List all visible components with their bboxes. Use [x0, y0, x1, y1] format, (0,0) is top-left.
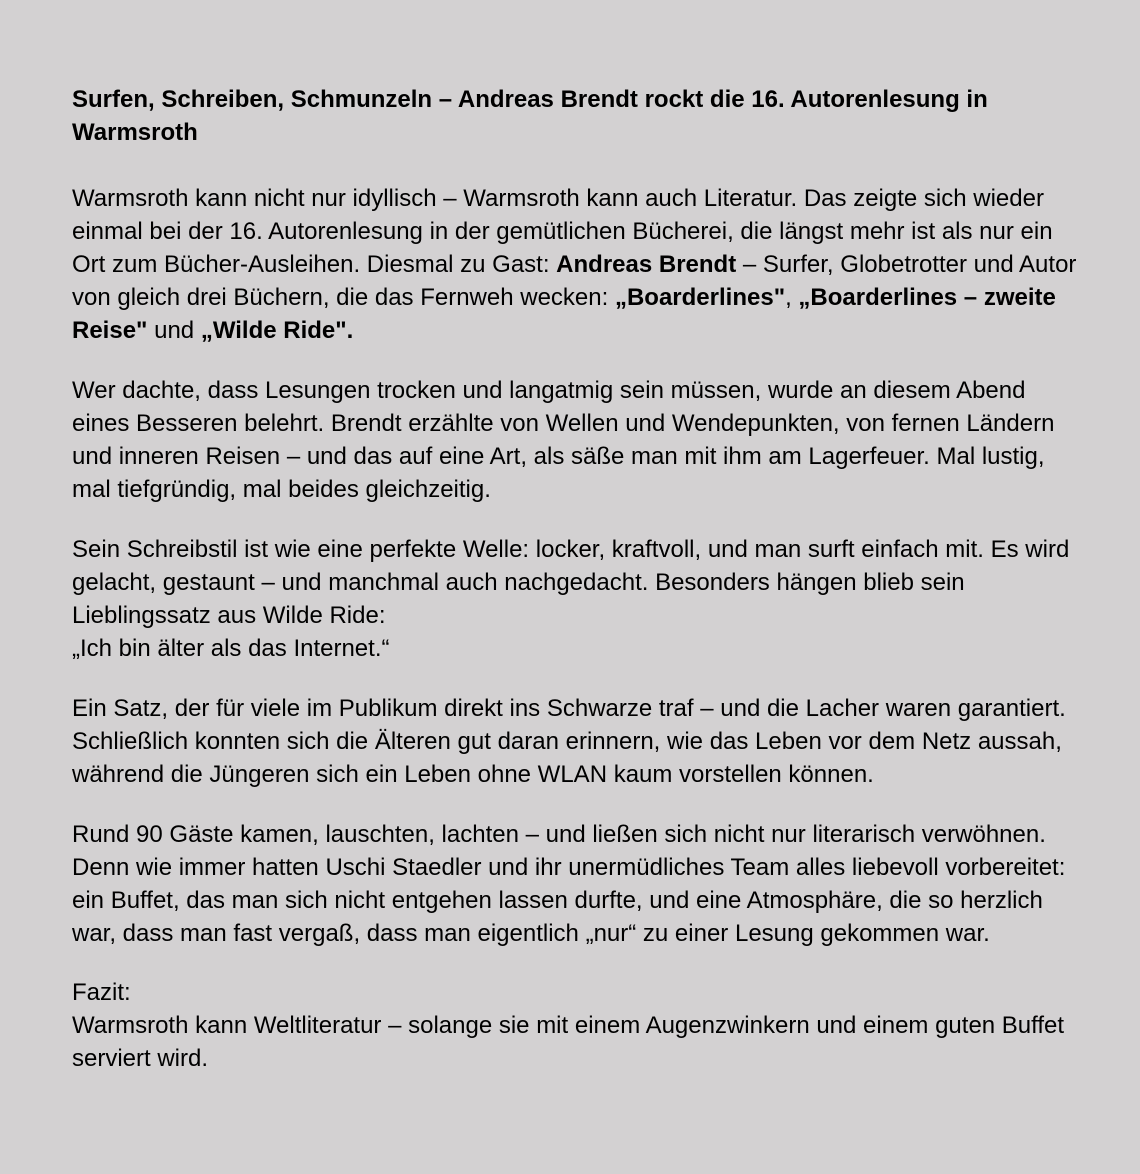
conclusion-label: Fazit: — [72, 979, 131, 1006]
paragraph-audience: Ein Satz, der für viele im Publikum direkt ins Schwarze traf – und die Lacher waren garantiert. Schließlich konnten sich die Älteren gut daran erinnern, wie das Leben vor dem Netz aussah, während die Jüngeren sich ein Leben ohne WLAN kaum vorstellen können. — [72, 695, 1066, 788]
paragraph-style — [72, 533, 1082, 665]
paragraph-intro — [72, 182, 1082, 347]
author-description: – Surfer, Globetrotter und Autor von gleich drei Büchern, die das Fernweh wecken: — [72, 251, 1077, 311]
style-text: Sein Schreibstil ist wie eine perfekte Welle: locker, kraftvoll, und man surft einfach mit. Es wird gelacht, gestaunt – und manchmal auch nachgedacht. Besonders hängen blieb sein Lieblingssatz aus Wilde Ride: — [72, 536, 1070, 629]
intro-text: Warmsroth kann nicht nur idyllisch – Warmsroth kann auch Literatur. Das zeigte sich wieder einmal bei der 16. Autorenlesung in der gemütlichen Bücherei, die längst mehr ist als nur ein Ort zum Bücher-Ausleihen. Diesmal zu Gast: — [72, 185, 1053, 278]
book-title-3: „Wilde Ride". — [200, 317, 354, 344]
book-title-2: „Boarderlines – zweite Reise" — [72, 284, 1056, 344]
paragraph-guests: Rund 90 Gäste kamen, lauschten, lachten – und ließen sich nicht nur literarisch verwöhnen. Denn wie immer hatten Uschi Staedler und ihr unermüdliches Team alles liebevoll vorbereitet: ein Buffet, das man sich nicht entgehen lassen durfte, und eine Atmosphäre, die so herzlich war, dass man fast vergaß, dass man eigentlich „nur“ zu einer Lesung gekommen war. — [72, 821, 1066, 947]
separator-1: , — [785, 284, 799, 311]
author-name: Andreas Brendt — [556, 251, 737, 278]
article — [72, 83, 1082, 1075]
separator-2: und — [147, 317, 201, 344]
paragraph-reading: Wer dachte, dass Lesungen trocken und langatmig sein müssen, wurde an diesem Abend eines Besseren belehrt. Brendt erzählte von Wellen und Wendepunkten, von fernen Ländern und inneren Reisen – und das auf eine Art, als säße man mit ihm am Lagerfeuer. Mal lustig, mal tiefgründig, mal beides gleichzeitig. — [72, 377, 1055, 503]
book-title-1: „Boarderlines" — [614, 284, 786, 311]
paragraph-conclusion — [72, 976, 1082, 1075]
conclusion-text: Warmsroth kann Weltliteratur – solange sie mit einem Augenzwinkern und einem guten Buffet serviert wird. — [72, 1012, 1065, 1072]
favorite-quote: „Ich bin älter als das Internet.“ — [72, 635, 390, 662]
article-headline: Surfen, Schreiben, Schmunzeln – Andreas Brendt rockt die 16. Autorenlesung in Warmsroth — [72, 86, 988, 146]
